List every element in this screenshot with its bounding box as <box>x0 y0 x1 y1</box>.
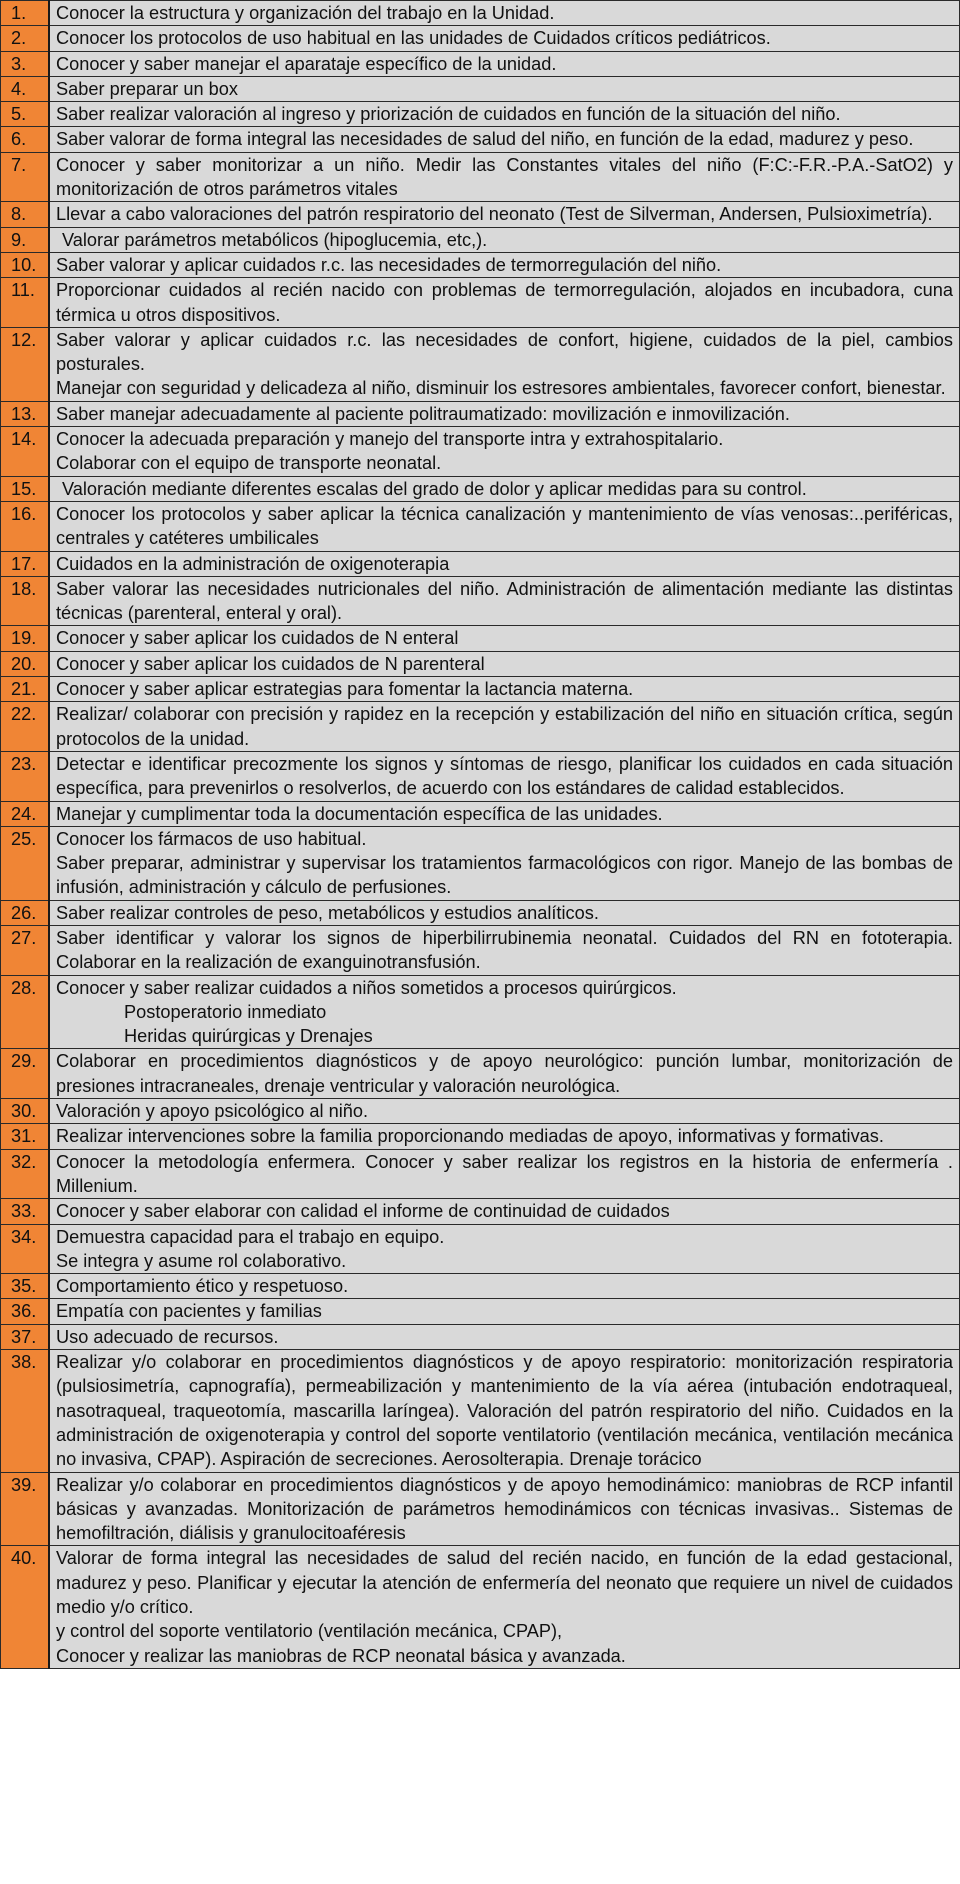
item-text: Uso adecuado de recursos. <box>56 1326 279 1347</box>
item-subtext: Postoperatorio inmediato <box>124 1001 327 1022</box>
item-text-cell <box>49 826 960 900</box>
item-text: Conocer y saber aplicar los cuidados de N parenteral <box>56 653 485 674</box>
table-row <box>1 677 960 702</box>
item-number: 36. <box>1 1299 50 1324</box>
item-text: Saber valorar y aplicar cuidados r.c. las necesidades de termorregulación del niño. <box>56 254 722 275</box>
item-text-cell <box>49 975 960 1049</box>
item-text-cell <box>49 1099 960 1124</box>
item-text-cell <box>49 1124 960 1149</box>
item-text-cell <box>49 51 960 76</box>
table-row <box>1 576 960 626</box>
item-text-cell <box>49 227 960 252</box>
item-number: 18. <box>1 576 50 626</box>
item-number: 34. <box>1 1224 50 1274</box>
item-text-cell <box>49 677 960 702</box>
item-text-cell <box>49 102 960 127</box>
item-text: Se integra y asume rol colaborativo. <box>56 1250 347 1271</box>
item-number: 25. <box>1 826 50 900</box>
item-text: Conocer y saber realizar cuidados a niños sometidos a procesos quirúrgicos. <box>56 977 677 998</box>
item-number: 16. <box>1 501 50 551</box>
item-number: 14. <box>1 427 50 477</box>
item-number: 10. <box>1 252 50 277</box>
item-text: Realizar y/o colaborar en procedimientos diagnósticos y de apoyo respiratorio: monitorización respiratoria (pulsiosimetría, capnografía), permeabilización y mantenimiento de la vía aérea (intubación endotraqueal, nasotraqueal, traqueotomía, mascarilla laríngea). Valoración del patrón respiratorio del niño. Cuidados en la administración de oxigenoterapia y control del soporte ventilatorio (ventilación mecánica, ventilación mecánica no invasiva, CPAP). Aspiración de secreciones. Aerosolterapia. Drenaje torácico <box>56 1352 953 1470</box>
table-row <box>1 476 960 501</box>
item-number: 21. <box>1 677 50 702</box>
table-row <box>1 1 960 26</box>
item-number: 30. <box>1 1099 50 1124</box>
table-row <box>1 252 960 277</box>
item-text-cell <box>49 551 960 576</box>
table-row <box>1 1546 960 1668</box>
table-row <box>1 327 960 401</box>
item-number: 11. <box>1 278 50 328</box>
item-text-cell <box>49 76 960 101</box>
item-text: y control del soporte ventilatorio (ventilación mecánica, CPAP), <box>56 1621 563 1642</box>
item-number: 29. <box>1 1049 50 1099</box>
item-text-cell <box>49 576 960 626</box>
item-text-cell <box>49 26 960 51</box>
table-row <box>1 1049 960 1099</box>
item-text: Saber manejar adecuadamente al paciente politraumatizado: movilización e inmovilización. <box>56 403 790 424</box>
item-text: Colaborar en procedimientos diagnósticos y de apoyo neurológico: punción lumbar, monitorización de presiones intracraneales, drenaje ventricular y valoración neurológica. <box>56 1051 953 1096</box>
item-text: Colaborar con el equipo de transporte neonatal. <box>56 453 442 474</box>
table-row <box>1 1324 960 1349</box>
item-text: Conocer y saber aplicar estrategias para fomentar la lactancia materna. <box>56 679 634 700</box>
table-row <box>1 26 960 51</box>
item-text: Cuidados en la administración de oxigenoterapia <box>56 553 450 574</box>
item-text: Comportamiento ético y respetuoso. <box>56 1276 349 1297</box>
item-number: 4. <box>1 76 50 101</box>
table-row <box>1 1299 960 1324</box>
item-text: Conocer y saber manejar el aparataje específico de la unidad. <box>56 53 557 74</box>
table-row <box>1 826 960 900</box>
table-row <box>1 51 960 76</box>
item-text: Conocer y realizar las maniobras de RCP neonatal básica y avanzada. <box>56 1645 626 1666</box>
item-number: 32. <box>1 1149 50 1199</box>
item-text-cell <box>49 1199 960 1224</box>
item-text-cell <box>49 401 960 426</box>
item-number: 37. <box>1 1324 50 1349</box>
table-row <box>1 102 960 127</box>
item-text: Demuestra capacidad para el trabajo en equipo. <box>56 1226 445 1247</box>
table-row <box>1 202 960 227</box>
item-text: Saber realizar valoración al ingreso y priorización de cuidados en función de la situación del niño. <box>56 104 841 125</box>
item-number: 31. <box>1 1124 50 1149</box>
item-number: 39. <box>1 1472 50 1546</box>
item-text-cell <box>49 1299 960 1324</box>
item-number: 26. <box>1 900 50 925</box>
item-text: Saber preparar un box <box>56 78 238 99</box>
item-text-cell <box>49 702 960 752</box>
item-text: Proporcionar cuidados al recién nacido con problemas de termorregulación, alojados en incubadora, cuna térmica u otros dispositivos. <box>56 280 953 325</box>
item-text: Conocer la metodología enfermera. Conocer y saber realizar los registros en la historia de enfermería . Millenium. <box>56 1151 953 1196</box>
table-row <box>1 975 960 1049</box>
item-number: 38. <box>1 1350 50 1472</box>
table-row <box>1 1149 960 1199</box>
item-number: 15. <box>1 476 50 501</box>
item-number: 24. <box>1 801 50 826</box>
item-text-cell <box>49 1546 960 1668</box>
item-text-cell <box>49 651 960 676</box>
item-number: 17. <box>1 551 50 576</box>
item-text-cell <box>49 1049 960 1099</box>
item-text-cell <box>49 925 960 975</box>
item-text: Detectar e identificar precozmente los signos y síntomas de riesgo, planificar los cuidados en cada situación específica, para prevenirlos o resolverlos, de acuerdo con los estándares de calidad establecidos. <box>56 753 953 799</box>
item-text-cell <box>49 427 960 477</box>
item-text-cell <box>49 900 960 925</box>
table-row <box>1 76 960 101</box>
table-row <box>1 702 960 752</box>
item-text: Conocer y saber aplicar los cuidados de N enteral <box>56 628 459 649</box>
item-text: Conocer los fármacos de uso habitual. <box>56 828 367 849</box>
item-text: Empatía con pacientes y familias <box>56 1301 322 1322</box>
item-text: Saber realizar controles de peso, metabólicos y estudios analíticos. <box>56 902 599 923</box>
item-number: 23. <box>1 751 50 801</box>
item-number: 12. <box>1 327 50 401</box>
item-number: 6. <box>1 127 50 152</box>
item-text-cell <box>49 278 960 328</box>
item-text: Conocer y saber monitorizar a un niño. Medir las Constantes vitales del niño (F:C:-F.R.-P.A.-SatO2) y monitorización de otros parámetros vitales <box>56 154 953 200</box>
table-body <box>1 1 960 1669</box>
item-text-cell <box>49 1350 960 1472</box>
table-row <box>1 427 960 477</box>
item-number: 3. <box>1 51 50 76</box>
item-number: 1. <box>1 1 50 26</box>
item-text-cell <box>49 1149 960 1199</box>
item-number: 20. <box>1 651 50 676</box>
item-text-cell <box>49 751 960 801</box>
item-text: Conocer y saber elaborar con calidad el informe de continuidad de cuidados <box>56 1201 670 1222</box>
table-row <box>1 551 960 576</box>
table-row <box>1 1472 960 1546</box>
table-row <box>1 900 960 925</box>
item-text-cell <box>49 1 960 26</box>
table-row <box>1 227 960 252</box>
item-number: 19. <box>1 626 50 651</box>
item-number: 13. <box>1 401 50 426</box>
table-row <box>1 127 960 152</box>
item-text: Realizar/ colaborar con precisión y rapidez en la recepción y estabilización del niño en situación crítica, según protocolos de la unidad. <box>56 704 953 749</box>
item-number: 33. <box>1 1199 50 1224</box>
table-row <box>1 152 960 202</box>
item-number: 5. <box>1 102 50 127</box>
table-row <box>1 1099 960 1124</box>
table-row <box>1 1274 960 1299</box>
item-text-cell <box>49 1224 960 1274</box>
item-text-cell <box>49 127 960 152</box>
item-text-cell <box>49 626 960 651</box>
table-row <box>1 1199 960 1224</box>
table-row <box>1 1124 960 1149</box>
item-text-cell <box>49 327 960 401</box>
item-number: 9. <box>1 227 50 252</box>
item-text: Conocer los protocolos de uso habitual en las unidades de Cuidados críticos pediátricos. <box>56 28 771 49</box>
item-text-cell <box>49 476 960 501</box>
table-row <box>1 1350 960 1472</box>
item-subtext: Heridas quirúrgicas y Drenajes <box>124 1026 373 1047</box>
item-text: Realizar y/o colaborar en procedimientos diagnósticos y de apoyo hemodinámico: maniobras de RCP infantil básicas y avanzadas. Monitorización de parámetros hemodinámicos con técnicas invasivas.. Sistemas de hemofiltración, diálisis y granulocitoaféresis <box>56 1474 953 1544</box>
table-row <box>1 651 960 676</box>
item-text: Conocer la adecuada preparación y manejo del transporte intra y extrahospitalario. <box>56 429 724 450</box>
item-text: Conocer los protocolos y saber aplicar la técnica canalización y mantenimiento de vías venosas:..periféricas, centrales y catéteres umbilicales <box>56 503 953 549</box>
item-text: Llevar a cabo valoraciones del patrón respiratorio del neonato (Test de Silverman, Andersen, Pulsioximetría). <box>56 204 933 225</box>
item-text: Manejar y cumplimentar toda la documentación específica de las unidades. <box>56 803 663 824</box>
item-text-cell <box>49 1274 960 1299</box>
item-number: 2. <box>1 26 50 51</box>
item-text: Realizar intervenciones sobre la familia proporcionando mediadas de apoyo, informativas y formativas. <box>56 1126 884 1147</box>
item-text-cell <box>49 1472 960 1546</box>
table-row <box>1 1224 960 1274</box>
item-text: Valorar de forma integral las necesidades de salud del recién nacido, en función de la edad gestacional, madurez y peso. Planificar y ejecutar la atención de enfermería del neonato que requiere un nivel de cuidados medio y/o crítico. <box>56 1548 953 1617</box>
item-number: 22. <box>1 702 50 752</box>
item-text-cell <box>49 1324 960 1349</box>
item-text: Saber preparar, administrar y supervisar los tratamientos farmacológicos con rigor. Manejo de las bombas de infusión, administración y cálculo de perfusiones. <box>56 853 953 898</box>
table-row <box>1 801 960 826</box>
table-row <box>1 925 960 975</box>
item-text: Saber valorar de forma integral las necesidades de salud del niño, en función de la edad, madurez y peso. <box>56 129 914 150</box>
table-row <box>1 626 960 651</box>
table-row <box>1 401 960 426</box>
item-text-cell <box>49 152 960 202</box>
item-text: Valoración y apoyo psicológico al niño. <box>56 1101 369 1122</box>
item-text-cell <box>49 801 960 826</box>
item-text: Manejar con seguridad y delicadeza al niño, disminuir los estresores ambientales, favorecer confort, bienestar. <box>56 378 946 399</box>
item-number: 27. <box>1 925 50 975</box>
item-text: Valoración mediante diferentes escalas del grado de dolor y aplicar medidas para su control. <box>62 478 807 499</box>
item-number: 40. <box>1 1546 50 1668</box>
item-text: Valorar parámetros metabólicos (hipoglucemia, etc,). <box>62 229 488 250</box>
item-number: 8. <box>1 202 50 227</box>
item-text: Saber valorar las necesidades nutricionales del niño. Administración de alimentación mediante las distintas técnicas (parenteral, enteral y oral). <box>56 578 953 624</box>
item-number: 28. <box>1 975 50 1049</box>
table-row <box>1 278 960 328</box>
item-text: Saber valorar y aplicar cuidados r.c. las necesidades de confort, higiene, cuidados de la piel, cambios posturales. <box>56 329 953 375</box>
item-text-cell <box>49 252 960 277</box>
item-text-cell <box>49 202 960 227</box>
table-row <box>1 501 960 551</box>
item-text-cell <box>49 501 960 551</box>
item-number: 35. <box>1 1274 50 1299</box>
table-row <box>1 751 960 801</box>
item-number: 7. <box>1 152 50 202</box>
item-text: Saber identificar y valorar los signos de hiperbilirrubinemia neonatal. Cuidados del RN en fototerapia. Colaborar en la realización de exanguinotransfusión. <box>56 927 953 973</box>
item-text: Conocer la estructura y organización del trabajo en la Unidad. <box>56 3 555 23</box>
